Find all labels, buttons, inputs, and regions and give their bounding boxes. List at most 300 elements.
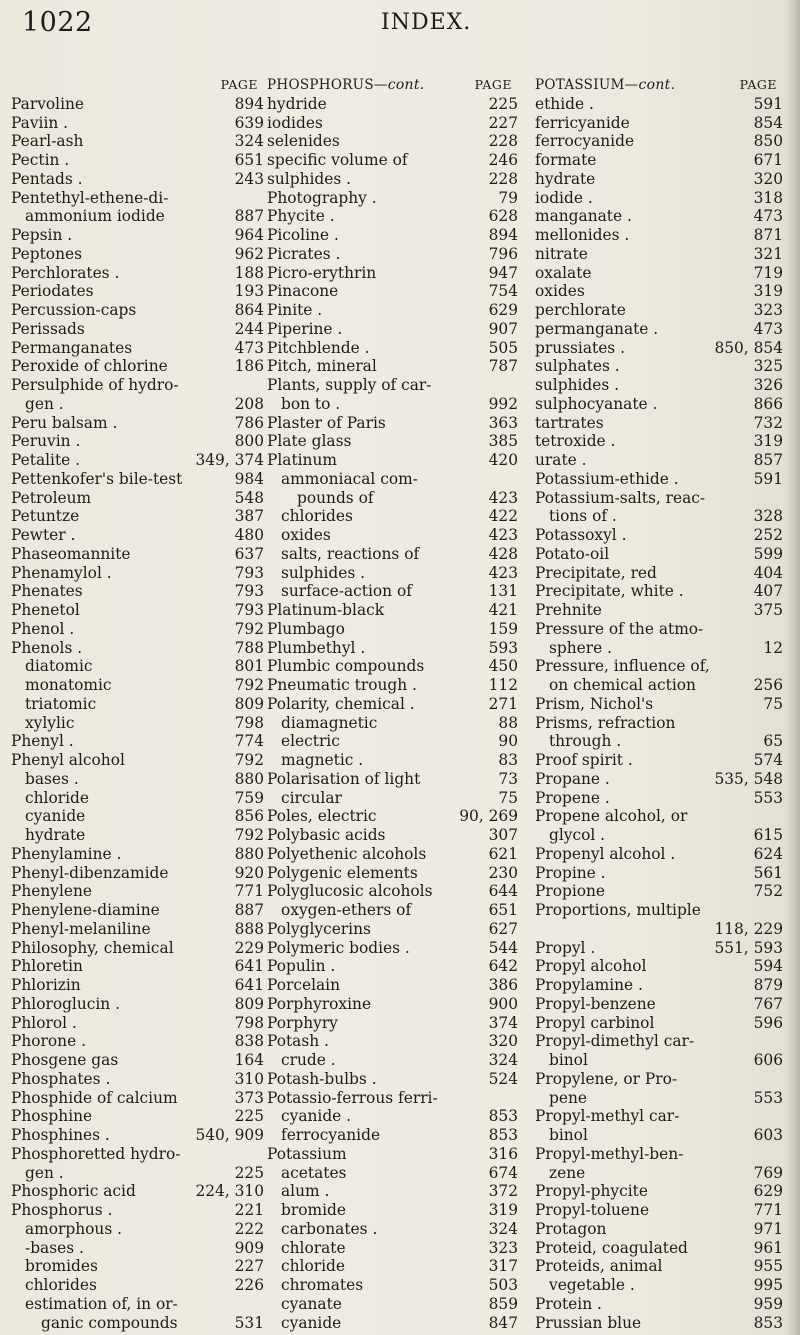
entry-page: 887	[234, 207, 264, 226]
entry-term: Perissads	[11, 319, 85, 338]
index-entry	[267, 1145, 518, 1164]
index-entry	[11, 789, 264, 808]
entry-term: chlorides	[281, 507, 353, 526]
entry-term: Platinum-black	[267, 601, 385, 619]
index-entry	[535, 789, 783, 808]
entry-page: 853	[753, 1313, 783, 1332]
index-column-1	[11, 76, 264, 1332]
index-entry	[267, 245, 518, 264]
index-entry	[267, 601, 518, 620]
entry-term: Phaseomannite	[11, 544, 131, 563]
index-entry	[267, 189, 518, 208]
entry-page: 90, 269	[459, 807, 518, 826]
entry-page: 894	[488, 226, 518, 244]
index-entry	[267, 1032, 518, 1051]
index-entry	[11, 732, 264, 751]
entry-term: Phosphoric acid	[11, 1182, 136, 1201]
index-entry	[267, 95, 518, 114]
entry-page: 769	[753, 1163, 783, 1182]
entry-page: 591	[753, 94, 783, 113]
entry-page: 363	[488, 413, 518, 432]
entry-term: urate .	[535, 451, 587, 469]
index-entry	[267, 957, 518, 976]
entry-term: sulphides .	[267, 169, 352, 188]
entry-term: Picro-erythrin	[267, 263, 377, 282]
index-entry	[11, 1295, 264, 1314]
index-entry	[11, 845, 264, 864]
entry-page: 375	[753, 601, 783, 619]
index-entry	[11, 414, 264, 433]
index-entry	[267, 882, 518, 901]
index-entry	[11, 1164, 264, 1183]
entry-term: Porcelain	[267, 976, 341, 994]
entry-term: Phloroglucin .	[11, 994, 121, 1013]
column-header	[11, 76, 264, 95]
index-entry	[267, 920, 518, 939]
index-entry	[267, 432, 518, 451]
entry-page: 225	[234, 1163, 264, 1182]
entry-page: 629	[753, 1182, 783, 1201]
index-entry	[11, 376, 264, 395]
index-entry	[535, 995, 783, 1014]
entry-page: 505	[488, 338, 518, 357]
entry-page: 615	[753, 826, 783, 844]
index-entry	[11, 1126, 264, 1145]
entry-page: 319	[753, 432, 783, 451]
entry-term: Potash-bulbs .	[267, 1069, 377, 1088]
index-entry	[535, 1182, 783, 1201]
entry-term: diamagnetic	[281, 713, 378, 732]
entry-page: 798	[234, 713, 264, 732]
index-entry	[267, 1164, 518, 1183]
entry-page: 226	[234, 1276, 264, 1294]
entry-term: Prussian blue	[535, 1313, 642, 1332]
entry-term: Pitch, mineral	[267, 357, 377, 376]
index-entry	[535, 264, 783, 283]
entry-term: sulphides .	[281, 563, 366, 582]
index-entry	[11, 1182, 264, 1201]
index-entry	[535, 845, 783, 864]
entry-page: 75	[498, 788, 518, 807]
index-entry	[11, 582, 264, 601]
entry-term: Phosphoretted hydro-	[11, 1144, 181, 1163]
entry-term: Phenylene-diamine	[11, 901, 160, 919]
index-entry	[11, 526, 264, 545]
entry-term: monatomic	[25, 676, 112, 694]
index-entry	[11, 1257, 264, 1276]
entry-term: Phenamylol .	[11, 563, 112, 582]
continued-heading: PHOSPHORUS—cont.	[267, 77, 425, 93]
entry-term: Phenols .	[11, 638, 83, 657]
entry-term: Phenyl-dibenzamide	[11, 863, 169, 882]
entry-page: 644	[488, 882, 518, 901]
entry-page: 324	[488, 1051, 518, 1069]
entry-term: Propine .	[535, 863, 606, 882]
entry-page: 531	[234, 1313, 264, 1332]
index-entry	[267, 845, 518, 864]
entry-term: Plate glass	[267, 432, 352, 451]
index-entry	[535, 826, 783, 845]
index-entry	[535, 714, 783, 733]
entry-term: Phlorol .	[11, 1013, 77, 1032]
entry-term: hydrate	[535, 169, 596, 188]
entry-term: Phenylamine .	[11, 844, 122, 863]
entry-page: 771	[753, 1201, 783, 1219]
entry-term: circular	[281, 788, 342, 807]
entry-page: 850	[753, 132, 783, 151]
entry-term: iodides	[267, 113, 323, 132]
entry-page: 540, 909	[195, 1126, 264, 1144]
entry-page: 574	[753, 751, 783, 769]
index-entry	[535, 1314, 783, 1333]
entry-term: bromide	[281, 1201, 346, 1219]
entry-term: diatomic	[25, 657, 93, 676]
entry-page: 325	[753, 357, 783, 376]
index-entry	[535, 132, 783, 151]
page-label: PAGE	[220, 77, 258, 92]
index-entry	[535, 1145, 783, 1164]
entry-term: tetroxide .	[535, 432, 616, 451]
entry-term: iodide .	[535, 188, 593, 207]
entry-term: Polyethenic alcohols	[267, 844, 427, 863]
entry-term: Polarisation of light	[267, 769, 421, 788]
index-entry	[267, 676, 518, 695]
index-entry	[267, 357, 518, 376]
index-entry	[11, 151, 264, 170]
index-entry	[11, 939, 264, 958]
entry-term: Peroxide of chlorine	[11, 357, 168, 376]
entry-page: 771	[234, 882, 264, 901]
entry-page: 798	[234, 1013, 264, 1032]
entry-page: 599	[753, 544, 783, 563]
entry-page: 651	[234, 151, 264, 169]
entry-page: 964	[234, 226, 264, 244]
entry-term: Phenol .	[11, 619, 75, 638]
entry-term: Propyl .	[535, 938, 596, 957]
entry-term: Proteids, animal	[535, 1257, 663, 1276]
entry-term: Picoline .	[267, 226, 339, 244]
index-entry	[267, 489, 518, 508]
entry-page: 641	[234, 976, 264, 994]
entry-page: 801	[234, 657, 264, 676]
index-entry	[535, 95, 783, 114]
index-entry	[11, 564, 264, 583]
entry-term: hydride	[267, 94, 327, 113]
entry-page: 256	[753, 676, 783, 694]
entry-page: 73	[498, 769, 518, 788]
entry-term: Poles, electric	[267, 807, 377, 826]
index-entry	[267, 1070, 518, 1089]
entry-page: 900	[488, 994, 518, 1013]
index-entry	[11, 395, 264, 414]
entry-term: Picrates .	[267, 244, 341, 263]
entry-term: Propyl-methyl car-	[535, 1107, 680, 1126]
entry-term: Phenyl-melaniline	[11, 919, 151, 938]
index-entry	[267, 1295, 518, 1314]
entry-page: 227	[488, 113, 518, 132]
entry-term: surface-action of	[281, 582, 412, 601]
index-entry	[11, 114, 264, 133]
entry-page: 323	[753, 301, 783, 319]
entry-page: 894	[234, 94, 264, 113]
index-entry	[267, 320, 518, 339]
index-entry	[267, 1220, 518, 1239]
entry-page: 674	[488, 1163, 518, 1182]
index-entry	[11, 470, 264, 489]
index-entry	[11, 657, 264, 676]
entry-page: 328	[753, 507, 783, 526]
entry-term: Potassium-salts, reac-	[535, 488, 706, 507]
entry-term: Polyglycerins	[267, 919, 371, 938]
entry-term: Phosphorus .	[11, 1201, 113, 1219]
index-entry	[11, 207, 264, 226]
entry-term: estimation of, in or-	[25, 1294, 178, 1313]
entry-term: Populin .	[267, 957, 336, 976]
index-entry	[535, 1089, 783, 1108]
entry-page: 642	[488, 957, 518, 976]
index-entry	[267, 789, 518, 808]
entry-page: 850, 854	[714, 338, 783, 357]
entry-page: 307	[488, 826, 518, 844]
index-entry	[267, 826, 518, 845]
entry-term: Potato-oil	[535, 544, 610, 563]
entry-page: 535, 548	[714, 769, 783, 788]
index-entry	[267, 1014, 518, 1033]
index-entry	[535, 695, 783, 714]
entry-term: Pentads .	[11, 169, 83, 188]
entry-term: chlorate	[281, 1238, 346, 1257]
entry-term: formate	[535, 151, 597, 169]
entry-page: 639	[234, 113, 264, 132]
entry-term: Precipitate, red	[535, 563, 657, 582]
entry-page: 880	[234, 769, 264, 788]
entry-term: oxides	[281, 526, 331, 544]
entry-term: oxygen-ethers of	[281, 901, 412, 919]
entry-term: ethide .	[535, 94, 594, 113]
index-entry	[535, 376, 783, 395]
entry-term: Porphyroxine	[267, 994, 372, 1013]
entry-term: Propyl alcohol	[535, 957, 647, 976]
index-entry	[267, 976, 518, 995]
index-entry	[267, 301, 518, 320]
entry-page: 243	[234, 169, 264, 188]
index-entry	[535, 114, 783, 133]
entry-page: 374	[488, 1013, 518, 1032]
page-label: PAGE	[739, 77, 777, 92]
entry-page: 318	[753, 188, 783, 207]
index-entry	[535, 882, 783, 901]
entry-term: Piperine .	[267, 319, 343, 338]
entry-term: amorphous .	[25, 1219, 123, 1238]
entry-page: 959	[753, 1294, 783, 1313]
index-entry	[535, 189, 783, 208]
entry-term: Phosgene gas	[11, 1051, 119, 1069]
entry-term: Plants, supply of car-	[267, 376, 432, 394]
index-entry	[11, 1051, 264, 1070]
index-entry	[11, 770, 264, 789]
entry-term: Protagon	[535, 1219, 607, 1238]
entry-page: 995	[753, 1276, 783, 1294]
entry-term: alum .	[281, 1182, 330, 1201]
entry-term: chloride	[281, 1257, 345, 1276]
index-entry	[11, 339, 264, 358]
index-entry	[535, 301, 783, 320]
index-entry	[11, 901, 264, 920]
index-entry	[11, 357, 264, 376]
entry-page: 606	[753, 1051, 783, 1069]
entry-term: Propyl-dimethyl car-	[535, 1032, 695, 1051]
entry-page: 480	[234, 526, 264, 544]
entry-term: Phorone .	[11, 1032, 86, 1051]
entry-term: oxalate	[535, 263, 592, 282]
entry-term: Propyl-toluene	[535, 1201, 650, 1219]
entry-page: 962	[234, 244, 264, 263]
entry-page: 793	[234, 582, 264, 601]
entry-term: Plaster of Paris	[267, 413, 386, 432]
entry-page: 920	[234, 863, 264, 882]
entry-page: 594	[753, 957, 783, 976]
entry-term: acetates	[281, 1163, 347, 1182]
entry-term: binol	[549, 1126, 588, 1144]
entry-page: 800	[234, 432, 264, 451]
index-entry	[11, 432, 264, 451]
entry-page: 75	[763, 694, 783, 713]
entry-page: 349, 374	[195, 451, 264, 469]
entry-term: Photography .	[267, 188, 377, 207]
entry-page: 792	[234, 676, 264, 694]
entry-page: 880	[234, 844, 264, 863]
entry-page: 83	[498, 751, 518, 769]
entry-term: Propane .	[535, 769, 610, 788]
entry-page: 759	[234, 788, 264, 807]
index-entry	[535, 507, 783, 526]
index-entry	[535, 545, 783, 564]
entry-page: 422	[488, 507, 518, 526]
entry-term: -bases .	[25, 1238, 84, 1257]
entry-term: Propylamine .	[535, 976, 643, 994]
entry-term: Pectin .	[11, 151, 70, 169]
entry-term: zene	[549, 1163, 586, 1182]
entry-page: 421	[488, 601, 518, 619]
index-entry	[535, 395, 783, 414]
entry-page: 316	[488, 1144, 518, 1163]
index-entry	[11, 245, 264, 264]
entry-page: 651	[488, 901, 518, 919]
entry-term: prussiates .	[535, 338, 625, 357]
entry-page: 628	[488, 207, 518, 226]
index-entry	[535, 1201, 783, 1220]
entry-page: 230	[488, 863, 518, 882]
entry-page: 548	[234, 488, 264, 507]
entry-term: selenides	[267, 132, 340, 151]
entry-term: Pressure, influence of,	[535, 657, 710, 676]
entry-term: Phenates	[11, 582, 83, 601]
index-entry	[535, 320, 783, 339]
index-entry	[11, 189, 264, 208]
entry-page: 164	[234, 1051, 264, 1069]
entry-page: 774	[234, 732, 264, 751]
entry-term: tions of .	[549, 507, 617, 526]
entry-term: cyanate	[281, 1294, 342, 1313]
index-entry	[11, 882, 264, 901]
index-entry	[535, 1051, 783, 1070]
index-entry	[535, 1014, 783, 1033]
index-entry	[535, 564, 783, 583]
index-entry	[535, 245, 783, 264]
entry-term: Prisms, refraction	[535, 713, 676, 732]
entry-page: 229	[234, 938, 264, 957]
index-entry	[535, 282, 783, 301]
index-entry	[11, 695, 264, 714]
entry-page: 838	[234, 1032, 264, 1051]
entry-page: 320	[488, 1032, 518, 1051]
entry-term: bromides	[25, 1257, 98, 1276]
entry-page: 871	[753, 226, 783, 244]
index-entry	[535, 639, 783, 658]
index-entry	[535, 526, 783, 545]
index-entry	[267, 751, 518, 770]
index-entry	[535, 1276, 783, 1295]
index-entry	[11, 507, 264, 526]
entry-page: 310	[234, 1069, 264, 1088]
entry-page: 603	[753, 1126, 783, 1144]
entry-term: Prism, Nichol's	[535, 694, 654, 713]
entry-term: Proof spirit .	[535, 751, 633, 769]
index-entry	[267, 151, 518, 170]
index-entry	[11, 545, 264, 564]
entry-page: 503	[488, 1276, 518, 1294]
index-entry	[535, 207, 783, 226]
entry-term: Phosphide of calcium	[11, 1088, 178, 1107]
entry-page: 796	[488, 244, 518, 263]
entry-page: 428	[488, 544, 518, 563]
entry-term: Parvoline	[11, 94, 85, 113]
index-entry	[535, 920, 783, 939]
entry-term: ferricyanide	[535, 113, 630, 132]
entry-page: 228	[488, 169, 518, 188]
index-entry	[11, 1107, 264, 1126]
entry-page: 252	[753, 526, 783, 544]
entry-page: 847	[488, 1313, 518, 1332]
entry-term: Pepsin .	[11, 226, 73, 244]
entry-page: 788	[234, 638, 264, 657]
index-entry	[535, 1164, 783, 1183]
entry-page: 809	[234, 694, 264, 713]
entry-page: 221	[234, 1201, 264, 1219]
index-entry	[11, 1032, 264, 1051]
entry-term: Proportions, multiple	[535, 901, 701, 919]
entry-term: pene	[549, 1088, 587, 1107]
entry-page: 591	[753, 469, 783, 488]
entry-term: Periodates	[11, 282, 94, 301]
entry-term: Pinacone	[267, 282, 339, 301]
index-entry	[267, 657, 518, 676]
index-entry	[267, 1126, 518, 1145]
entry-page: 866	[753, 394, 783, 413]
index-entry	[11, 639, 264, 658]
entry-term: Potassium-ethide .	[535, 469, 679, 488]
index-entry	[11, 1201, 264, 1220]
index-entry	[267, 582, 518, 601]
index-entry	[535, 582, 783, 601]
entry-term: Plumbago	[267, 619, 345, 638]
entry-term: Pettenkofer's bile-test	[11, 469, 183, 488]
entry-term: Peptones	[11, 244, 82, 263]
entry-term: Phosphines .	[11, 1126, 110, 1144]
entry-page: 319	[753, 282, 783, 301]
entry-term: ganic compounds	[41, 1313, 178, 1332]
entry-page: 792	[234, 751, 264, 769]
